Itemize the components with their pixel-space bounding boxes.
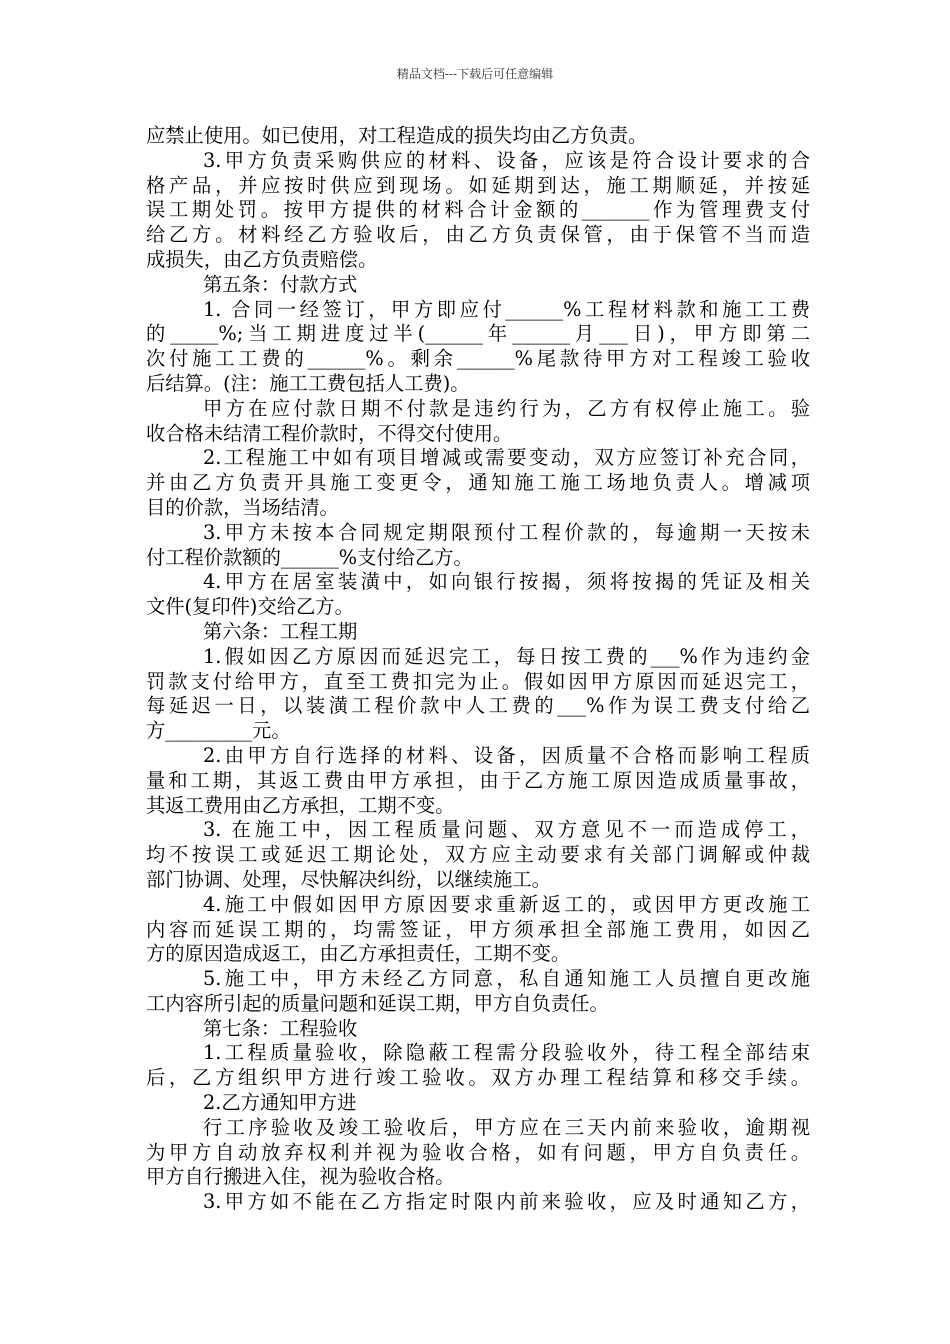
text-line: 量和工期，其返工费由甲方承担，由于乙方施工原因造成质量事故，	[146, 768, 810, 792]
document-body	[146, 124, 810, 1215]
text-line: 为甲方自动放弃权利并视为验收合格，如有问题，甲方自负责任。	[146, 1140, 810, 1164]
text-line: 每延迟一日，以装潢工程价款中人工费的___%作为误工费支付给乙	[146, 694, 810, 718]
text-line: 1. 合同一经签订，甲方即应付______%工程材料款和施工工费	[203, 297, 810, 321]
text-line: 4.施工中假如因甲方原因要求重新返工的，或因甲方更改施工	[203, 892, 810, 916]
text-line: 部门协调、处理，尽快解决纠纷，以继续施工。	[146, 867, 551, 891]
text-line: 方的原因造成返工，由乙方承担责任，工期不变。	[146, 942, 571, 966]
text-line: 目的价款，当场结清。	[146, 495, 339, 519]
text-line: 给乙方。材料经乙方验收后，由乙方负责保管，由于保管不当而造	[146, 223, 810, 247]
text-line: 2.乙方通知甲方进	[203, 1091, 357, 1115]
text-line: 付工程价款额的______%支付给乙方。	[146, 545, 473, 569]
text-line: 其返工费用由乙方承担，工期不变。	[146, 793, 455, 817]
text-line: 罚款支付给甲方，直至工费扣完为止。假如因甲方原因而延迟完工，	[146, 669, 810, 693]
text-line: 应禁止使用。如已使用，对工程造成的损失均由乙方负责。	[146, 124, 648, 147]
text-line: 后，乙方组织甲方进行竣工验收。双方办理工程结算和移交手续。	[146, 1066, 810, 1090]
text-line: 3. 在施工中，因工程质量问题、双方意见不一而造成停工，	[203, 818, 810, 842]
text-line: 第七条：工程验收	[203, 1016, 358, 1040]
text-line: 5.施工中，甲方未经乙方同意，私自通知施工人员擅自更改施	[203, 967, 810, 991]
text-line: 次付施工工费的______%。剩余______%尾款待甲方对工程竣工验收	[146, 347, 810, 371]
text-line: 方_________元。	[146, 719, 291, 743]
text-line: 收合格未结清工程价款时，不得交付使用。	[146, 421, 513, 445]
text-line: 内容而延误工期的，均需签证，甲方须承担全部施工费用，如因乙	[146, 917, 810, 941]
text-line: 文件(复印件)交给乙方。	[146, 595, 354, 619]
text-line: 3.甲方未按本合同规定期限预付工程价款的，每逾期一天按未	[203, 520, 810, 544]
page-header: 精品文档---下载后可任意编辑	[396, 67, 554, 81]
text-line: 成损失，由乙方负责赔偿。	[146, 247, 378, 271]
text-line: 第六条：工程工期	[203, 619, 358, 643]
text-line: 行工序验收及竣工验收后，甲方应在三天内前来验收，逾期视	[203, 1115, 810, 1139]
text-line: 甲方在应付款日期不付款是违约行为，乙方有权停止施工。验	[203, 396, 810, 420]
text-line: 误工期处罚。按甲方提供的材料合计金额的_______作为管理费支付	[146, 198, 810, 222]
text-line: 第五条：付款方式	[203, 272, 358, 296]
text-line: 后结算。(注：施工工费包括人工费)。	[146, 371, 470, 395]
text-line: 1.工程质量验收，除隐蔽工程需分段验收外，待工程全部结束	[203, 1041, 810, 1065]
text-line: 并由乙方负责开具施工变更令，通知施工施工场地负责人。增减项	[146, 471, 810, 495]
text-line: 3.甲方如不能在乙方指定时限内前来验收，应及时通知乙方，	[203, 1190, 810, 1214]
text-line: 4.甲方在居室装潢中，如向银行按揭，须将按揭的凭证及相关	[203, 570, 810, 594]
text-line: 甲方自行搬进入住，视为验收合格。	[146, 1165, 455, 1189]
text-line: 的_____%;当工期进度过半(______年______月___日)，甲方即第二	[146, 322, 810, 346]
text-line: 均不按误工或延迟工期论处，双方应主动要求有关部门调解或仲裁	[146, 843, 810, 867]
text-line: 2.由甲方自行选择的材料、设备，因质量不合格而影响工程质	[203, 743, 810, 767]
text-line: 工内容所引起的质量问题和延误工期，甲方自负责任。	[146, 991, 609, 1015]
text-line: 2.工程施工中如有项目增减或需要变动，双方应签订补充合同，	[203, 446, 810, 470]
text-line: 3.甲方负责采购供应的材料、设备，应该是符合设计要求的合	[203, 148, 810, 172]
text-line: 1.假如因乙方原因而延迟完工，每日按工费的___%作为违约金	[203, 644, 810, 668]
text-line: 格产品，并应按时供应到现场。如延期到达，施工期顺延，并按延	[146, 173, 810, 197]
